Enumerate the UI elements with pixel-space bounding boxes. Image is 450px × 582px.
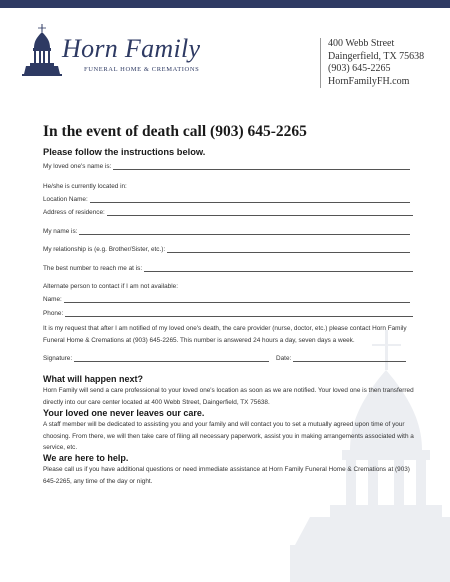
location-intro: He/she is currently located in: xyxy=(43,183,127,190)
relationship-field[interactable] xyxy=(43,246,410,253)
date-field[interactable] xyxy=(276,355,406,362)
section-body-next: Horn Family will send a care professional to your loved one's location as soon as we are notified. Your loved one is then transferred directly into our care center located at 400 Webb Street, Daingerfield, TX 75638. xyxy=(43,387,414,406)
best-number-label: The best number to reach me at is: xyxy=(43,265,143,272)
location-name-label: Location Name: xyxy=(43,196,88,203)
relationship-line[interactable] xyxy=(167,246,410,253)
alternate-name-label: Name: xyxy=(43,296,62,303)
brand-name: Horn Family xyxy=(62,34,201,63)
page-title: In the event of death call (903) 645-2265 xyxy=(43,123,307,140)
best-number-field[interactable] xyxy=(43,265,413,272)
request-paragraph: It is my request that after I am notified of my loved one's death, the care provider (nurse, doctor, etc.) please contact Horn Family Funeral Home & Cremations at (903) 645-2265. This number is answered 24 hours a day, seven days a week. xyxy=(43,325,407,344)
alternate-name-field[interactable] xyxy=(43,296,410,303)
location-name-line[interactable] xyxy=(90,196,410,203)
signature-field[interactable] xyxy=(43,355,269,362)
signature-label: Signature: xyxy=(43,355,73,362)
address-phone[interactable]: (903) 645-2265 xyxy=(328,63,391,75)
address-city: Daingerfield, TX 75638 xyxy=(328,50,425,62)
date-line[interactable] xyxy=(293,355,406,362)
best-number-line[interactable] xyxy=(144,265,413,272)
signature-line[interactable] xyxy=(74,355,269,362)
residence-address-label: Address of residence: xyxy=(43,209,105,216)
residence-address-line[interactable] xyxy=(107,209,413,216)
instructions-subtitle: Please follow the instructions below. xyxy=(43,147,206,157)
alternate-phone-label: Phone: xyxy=(43,310,64,317)
address-street: 400 Webb Street xyxy=(328,38,395,49)
section-heading-next: What will happen next? xyxy=(43,374,144,384)
alternate-phone-field[interactable] xyxy=(43,310,413,317)
brand-logo xyxy=(22,24,212,84)
address-website[interactable]: HornFamilyFH.com xyxy=(328,75,410,87)
my-name-field[interactable] xyxy=(43,228,410,235)
cupola-watermark-icon xyxy=(290,330,450,582)
loved-one-name-field[interactable] xyxy=(43,163,410,170)
header-divider xyxy=(320,38,321,88)
loved-one-name-label: My loved one's name is: xyxy=(43,163,112,170)
location-name-field[interactable] xyxy=(43,196,410,203)
top-accent-bar xyxy=(0,0,450,8)
alternate-contact-intro: Alternate person to contact if I am not available: xyxy=(43,283,178,290)
brand-subtitle: FUNERAL HOME & CREMATIONS xyxy=(84,66,200,73)
my-name-line[interactable] xyxy=(79,228,410,235)
cupola-icon xyxy=(22,24,62,80)
residence-address-field[interactable] xyxy=(43,209,413,216)
section-body-care: A staff member will be dedicated to assisting you and your family and will contact you to set a mutually agreed upon time of your choosing. From there, we will then take care of filing all necessary paperwork, assist you in making arrangements associated with a service, etc. xyxy=(43,421,414,451)
alternate-name-line[interactable] xyxy=(64,296,410,303)
date-label: Date: xyxy=(276,355,292,362)
alternate-phone-line[interactable] xyxy=(65,310,413,317)
section-body-help: Please call us if you have additional questions or need immediate assistance at Horn Family Funeral Home & Cremations at (903) 645-2265, any time of the day or night. xyxy=(43,466,410,485)
address-block xyxy=(328,38,424,88)
my-name-label: My name is: xyxy=(43,228,78,235)
section-heading-care: Your loved one never leaves our care. xyxy=(43,408,205,418)
loved-one-name-line[interactable] xyxy=(113,163,410,170)
relationship-label: My relationship is (e.g. Brother/Sister, etc.): xyxy=(43,246,166,253)
section-heading-help: We are here to help. xyxy=(43,453,129,463)
